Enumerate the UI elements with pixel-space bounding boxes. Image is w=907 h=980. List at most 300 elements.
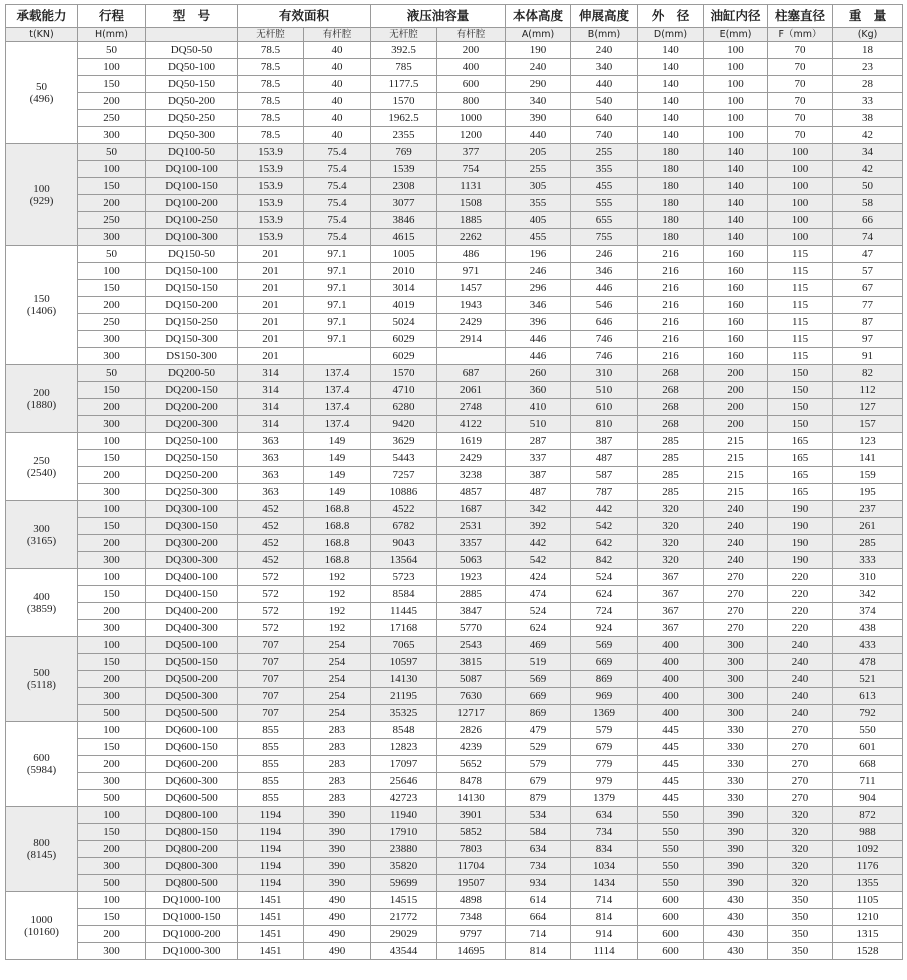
cell-bore-diameter: 240 (704, 501, 768, 518)
cell-bore-diameter: 330 (704, 773, 768, 790)
cell-extended-height: 524 (571, 569, 638, 586)
table-row (6, 467, 903, 484)
cell-oil-rod (437, 348, 506, 365)
cell-stroke: 250 (78, 110, 146, 127)
cell-bore-diameter: 240 (704, 518, 768, 535)
table-row (6, 297, 903, 314)
cell-bore-diameter: 300 (704, 688, 768, 705)
cell-body-height: 534 (506, 807, 571, 824)
table-row (6, 535, 903, 552)
cell-extended-height: 540 (571, 93, 638, 110)
header-stroke: 行程 (78, 5, 146, 28)
table-row (6, 654, 903, 671)
cell-body-height: 424 (506, 569, 571, 586)
cell-area-rod: 75.4 (304, 144, 371, 161)
cell-plunger-diameter: 165 (768, 467, 833, 484)
cell-body-height: 287 (506, 433, 571, 450)
cell-plunger-diameter: 320 (768, 824, 833, 841)
cell-area-rodless: 1451 (238, 926, 304, 943)
cell-oil-rodless: 8584 (371, 586, 437, 603)
cell-weight: 521 (833, 671, 903, 688)
cell-model: DQ500-150 (146, 654, 238, 671)
cell-oil-rodless: 3014 (371, 280, 437, 297)
cell-oil-rod: 600 (437, 76, 506, 93)
cell-bore-diameter: 300 (704, 705, 768, 722)
cell-extended-height: 834 (571, 841, 638, 858)
capacity-kilonewtons: (1406) (26, 305, 57, 317)
cell-extended-height: 1114 (571, 943, 638, 960)
cell-extended-height: 455 (571, 178, 638, 195)
cell-area-rod: 168.8 (304, 535, 371, 552)
cell-weight: 1176 (833, 858, 903, 875)
unit-model-blank (146, 28, 238, 42)
cell-stroke: 300 (78, 416, 146, 433)
cell-area-rodless: 153.9 (238, 161, 304, 178)
cell-area-rodless: 707 (238, 637, 304, 654)
cell-bore-diameter: 200 (704, 399, 768, 416)
cell-plunger-diameter: 350 (768, 909, 833, 926)
cell-model: DQ250-300 (146, 484, 238, 501)
capacity-group-cell (6, 501, 78, 569)
cell-body-height: 569 (506, 671, 571, 688)
cell-bore-diameter: 240 (704, 535, 768, 552)
table-row (6, 773, 903, 790)
cell-plunger-diameter: 70 (768, 42, 833, 59)
cell-model: DQ50-250 (146, 110, 238, 127)
table-row (6, 314, 903, 331)
cell-oil-rod: 2748 (437, 399, 506, 416)
cell-model: DQ100-150 (146, 178, 238, 195)
cell-outer-diameter: 285 (638, 450, 704, 467)
cell-area-rod: 490 (304, 892, 371, 909)
cell-plunger-diameter: 100 (768, 212, 833, 229)
cell-bore-diameter: 330 (704, 790, 768, 807)
cell-bore-diameter: 215 (704, 467, 768, 484)
subheader-oil-rodless: 无杆腔 (371, 28, 437, 42)
cell-body-height: 305 (506, 178, 571, 195)
cell-oil-rod: 971 (437, 263, 506, 280)
cell-stroke: 200 (78, 756, 146, 773)
cell-area-rodless: 314 (238, 365, 304, 382)
cell-oil-rodless: 4615 (371, 229, 437, 246)
cell-area-rod: 490 (304, 943, 371, 960)
capacity-tonnes: 50 (36, 80, 47, 93)
cell-stroke: 100 (78, 722, 146, 739)
cell-oil-rodless: 392.5 (371, 42, 437, 59)
cell-weight: 1092 (833, 841, 903, 858)
cell-model: DQ50-150 (146, 76, 238, 93)
cell-area-rod: 40 (304, 127, 371, 144)
capacity-tonnes: 600 (33, 752, 50, 764)
cell-body-height: 405 (506, 212, 571, 229)
cell-extended-height: 446 (571, 280, 638, 297)
capacity-tonnes: 500 (33, 667, 50, 679)
cell-plunger-diameter: 320 (768, 841, 833, 858)
cell-bore-diameter: 270 (704, 569, 768, 586)
table-row (6, 824, 903, 841)
cell-outer-diameter: 216 (638, 280, 704, 297)
cell-bore-diameter: 100 (704, 127, 768, 144)
cell-oil-rodless: 43544 (371, 943, 437, 960)
cell-area-rod: 97.1 (304, 331, 371, 348)
cell-plunger-diameter: 150 (768, 382, 833, 399)
cell-area-rod: 390 (304, 824, 371, 841)
unit-outer-diameter: D(mm) (638, 28, 704, 42)
cell-extended-height: 642 (571, 535, 638, 552)
cell-plunger-diameter: 150 (768, 399, 833, 416)
cell-body-height: 240 (506, 59, 571, 76)
cell-model: DQ800-500 (146, 875, 238, 892)
cell-model: DS150-300 (146, 348, 238, 365)
cell-weight: 478 (833, 654, 903, 671)
cell-area-rodless: 153.9 (238, 229, 304, 246)
table-row (6, 212, 903, 229)
cell-oil-rod: 5852 (437, 824, 506, 841)
cell-plunger-diameter: 270 (768, 790, 833, 807)
cell-model: DQ600-100 (146, 722, 238, 739)
cell-plunger-diameter: 150 (768, 416, 833, 433)
cell-extended-height: 624 (571, 586, 638, 603)
cell-body-height: 260 (506, 365, 571, 382)
capacity-kilonewtons: (5118) (27, 679, 56, 691)
header-bore-diameter: 油缸内径 (704, 5, 768, 28)
cell-model: DQ600-500 (146, 790, 238, 807)
cell-outer-diameter: 180 (638, 144, 704, 161)
cell-model: DQ400-150 (146, 586, 238, 603)
cell-model: DQ300-100 (146, 501, 238, 518)
cell-outer-diameter: 400 (638, 637, 704, 654)
cell-oil-rod: 2061 (437, 382, 506, 399)
cell-body-height: 714 (506, 926, 571, 943)
cell-model: DQ150-50 (146, 246, 238, 263)
cell-area-rodless: 855 (238, 756, 304, 773)
cell-weight: 988 (833, 824, 903, 841)
cell-oil-rod: 2531 (437, 518, 506, 535)
cell-model: DQ50-50 (146, 42, 238, 59)
cell-weight: 66 (833, 212, 903, 229)
cell-bore-diameter: 270 (704, 586, 768, 603)
cell-stroke: 150 (78, 739, 146, 756)
cell-area-rodless: 201 (238, 246, 304, 263)
cell-extended-height: 310 (571, 365, 638, 382)
cell-oil-rodless: 785 (371, 59, 437, 76)
cell-oil-rod: 2914 (437, 331, 506, 348)
cell-plunger-diameter: 70 (768, 93, 833, 110)
cell-oil-rod: 3238 (437, 467, 506, 484)
cell-area-rodless: 363 (238, 484, 304, 501)
table-row (6, 841, 903, 858)
cell-oil-rodless: 59699 (371, 875, 437, 892)
cell-oil-rodless: 8548 (371, 722, 437, 739)
cell-plunger-diameter: 100 (768, 229, 833, 246)
table-row (6, 858, 903, 875)
cell-area-rod: 192 (304, 603, 371, 620)
cell-weight: 34 (833, 144, 903, 161)
cell-area-rodless: 452 (238, 552, 304, 569)
cell-oil-rodless: 2308 (371, 178, 437, 195)
cell-bore-diameter: 270 (704, 620, 768, 637)
cell-oil-rod: 2429 (437, 450, 506, 467)
header-body-height: 本体高度 (506, 5, 571, 28)
cell-outer-diameter: 445 (638, 773, 704, 790)
cell-area-rod: 283 (304, 773, 371, 790)
cell-weight: 237 (833, 501, 903, 518)
cell-body-height: 879 (506, 790, 571, 807)
capacity-group-cell (6, 365, 78, 433)
cell-area-rod: 149 (304, 450, 371, 467)
table-row (6, 705, 903, 722)
cell-body-height: 346 (506, 297, 571, 314)
cell-extended-height: 1434 (571, 875, 638, 892)
cell-area-rod: 283 (304, 722, 371, 739)
spec-table-body (6, 42, 903, 960)
cell-area-rod: 40 (304, 59, 371, 76)
cell-outer-diameter: 216 (638, 246, 704, 263)
capacity-kilonewtons: (2540) (26, 466, 57, 479)
cell-area-rodless: 1451 (238, 909, 304, 926)
cell-model: DQ800-200 (146, 841, 238, 858)
unit-weight: (Kg) (833, 28, 903, 42)
cell-model: DQ150-200 (146, 297, 238, 314)
capacity-kilonewtons: (1880) (26, 398, 57, 411)
cell-bore-diameter: 300 (704, 671, 768, 688)
cell-weight: 285 (833, 535, 903, 552)
cell-oil-rodless: 35820 (371, 858, 437, 875)
cell-oil-rod: 754 (437, 161, 506, 178)
cell-stroke: 300 (78, 943, 146, 960)
cell-area-rodless: 855 (238, 722, 304, 739)
cell-outer-diameter: 216 (638, 314, 704, 331)
cell-stroke: 50 (78, 144, 146, 161)
cell-body-height: 455 (506, 229, 571, 246)
hydraulic-cylinder-spec-table (5, 4, 903, 960)
cell-oil-rodless: 13564 (371, 552, 437, 569)
cell-bore-diameter: 270 (704, 603, 768, 620)
table-row (6, 76, 903, 93)
cell-area-rod: 137.4 (304, 365, 371, 382)
cell-weight: 50 (833, 178, 903, 195)
cell-extended-height: 679 (571, 739, 638, 756)
cell-oil-rodless: 9043 (371, 535, 437, 552)
cell-plunger-diameter: 240 (768, 637, 833, 654)
cell-area-rodless: 201 (238, 297, 304, 314)
cell-model: DQ300-150 (146, 518, 238, 535)
cell-area-rod: 137.4 (304, 382, 371, 399)
cell-stroke: 200 (78, 603, 146, 620)
cell-area-rod: 283 (304, 790, 371, 807)
cell-stroke: 250 (78, 212, 146, 229)
cell-weight: 87 (833, 314, 903, 331)
cell-extended-height: 655 (571, 212, 638, 229)
cell-area-rod: 97.1 (304, 314, 371, 331)
table-row (6, 348, 903, 365)
cell-plunger-diameter: 240 (768, 654, 833, 671)
capacity-tonnes: 250 (33, 454, 50, 467)
cell-model: DQ150-100 (146, 263, 238, 280)
cell-area-rodless: 1451 (238, 943, 304, 960)
cell-body-height: 355 (506, 195, 571, 212)
capacity-group-cell (6, 807, 78, 892)
cell-oil-rod: 4898 (437, 892, 506, 909)
cell-plunger-diameter: 100 (768, 178, 833, 195)
cell-extended-height: 440 (571, 76, 638, 93)
cell-model: DQ100-100 (146, 161, 238, 178)
cell-plunger-diameter: 220 (768, 620, 833, 637)
cell-model: DQ500-200 (146, 671, 238, 688)
cell-bore-diameter: 160 (704, 246, 768, 263)
cell-oil-rod: 3815 (437, 654, 506, 671)
cell-model: DQ400-200 (146, 603, 238, 620)
cell-oil-rodless: 6782 (371, 518, 437, 535)
cell-oil-rodless: 17097 (371, 756, 437, 773)
capacity-tonnes: 800 (33, 837, 50, 849)
cell-area-rod: 490 (304, 926, 371, 943)
cell-plunger-diameter: 70 (768, 110, 833, 127)
cell-plunger-diameter: 190 (768, 552, 833, 569)
cell-area-rodless: 78.5 (238, 76, 304, 93)
cell-oil-rodless: 35325 (371, 705, 437, 722)
cell-oil-rodless: 769 (371, 144, 437, 161)
cell-oil-rodless: 10886 (371, 484, 437, 501)
cell-bore-diameter: 140 (704, 195, 768, 212)
cell-bore-diameter: 330 (704, 756, 768, 773)
cell-area-rodless: 1194 (238, 841, 304, 858)
cell-bore-diameter: 430 (704, 943, 768, 960)
cell-bore-diameter: 430 (704, 909, 768, 926)
cell-body-height: 529 (506, 739, 571, 756)
header-outer-diameter: 外 径 (638, 5, 704, 28)
cell-oil-rod: 2543 (437, 637, 506, 654)
cell-oil-rodless: 1570 (371, 93, 437, 110)
cell-bore-diameter: 200 (704, 416, 768, 433)
cell-stroke: 300 (78, 552, 146, 569)
cell-weight: 668 (833, 756, 903, 773)
cell-body-height: 584 (506, 824, 571, 841)
cell-model: DQ300-200 (146, 535, 238, 552)
cell-stroke: 300 (78, 348, 146, 365)
header-plunger-diameter: 柱塞直径 (768, 5, 833, 28)
cell-extended-height: 355 (571, 161, 638, 178)
table-row (6, 739, 903, 756)
cell-extended-height: 746 (571, 331, 638, 348)
table-row (6, 110, 903, 127)
cell-stroke: 200 (78, 297, 146, 314)
cell-extended-height: 669 (571, 654, 638, 671)
unit-stroke: H(mm) (78, 28, 146, 42)
cell-bore-diameter: 215 (704, 484, 768, 501)
cell-stroke: 500 (78, 705, 146, 722)
cell-area-rodless: 1194 (238, 807, 304, 824)
capacity-group-cell (6, 433, 78, 501)
cell-outer-diameter: 285 (638, 484, 704, 501)
cell-area-rod: 390 (304, 807, 371, 824)
cell-oil-rod: 9797 (437, 926, 506, 943)
table-row (6, 790, 903, 807)
table-row (6, 620, 903, 637)
cell-bore-diameter: 390 (704, 824, 768, 841)
cell-outer-diameter: 285 (638, 433, 704, 450)
cell-area-rod: 40 (304, 76, 371, 93)
table-row (6, 365, 903, 382)
cell-extended-height: 740 (571, 127, 638, 144)
cell-plunger-diameter: 240 (768, 705, 833, 722)
cell-oil-rod: 1619 (437, 433, 506, 450)
cell-outer-diameter: 268 (638, 365, 704, 382)
cell-body-height: 614 (506, 892, 571, 909)
cell-model: DQ1000-100 (146, 892, 238, 909)
cell-oil-rodless: 1539 (371, 161, 437, 178)
capacity-group-cell (6, 722, 78, 807)
cell-area-rod: 149 (304, 433, 371, 450)
cell-oil-rod: 4857 (437, 484, 506, 501)
cell-model: DQ600-300 (146, 773, 238, 790)
cell-extended-height: 546 (571, 297, 638, 314)
cell-oil-rod: 7348 (437, 909, 506, 926)
capacity-tonnes: 100 (33, 182, 50, 195)
cell-plunger-diameter: 240 (768, 671, 833, 688)
cell-body-height: 524 (506, 603, 571, 620)
cell-weight: 74 (833, 229, 903, 246)
cell-bore-diameter: 390 (704, 841, 768, 858)
cell-bore-diameter: 390 (704, 858, 768, 875)
header-model: 型 号 (146, 5, 238, 28)
capacity-group-cell (6, 144, 78, 246)
cell-area-rodless: 855 (238, 790, 304, 807)
cell-body-height: 190 (506, 42, 571, 59)
cell-outer-diameter: 320 (638, 535, 704, 552)
cell-body-height: 542 (506, 552, 571, 569)
cell-body-height: 442 (506, 535, 571, 552)
cell-plunger-diameter: 100 (768, 161, 833, 178)
cell-plunger-diameter: 190 (768, 535, 833, 552)
cell-area-rod: 168.8 (304, 501, 371, 518)
cell-extended-height: 746 (571, 348, 638, 365)
cell-area-rodless: 855 (238, 739, 304, 756)
cell-oil-rodless: 5024 (371, 314, 437, 331)
cell-extended-height: 640 (571, 110, 638, 127)
cell-plunger-diameter: 270 (768, 756, 833, 773)
cell-body-height: 196 (506, 246, 571, 263)
cell-outer-diameter: 600 (638, 892, 704, 909)
cell-oil-rodless: 23880 (371, 841, 437, 858)
cell-model: DQ400-300 (146, 620, 238, 637)
cell-oil-rodless: 17910 (371, 824, 437, 841)
capacity-group-cell (6, 892, 78, 960)
cell-extended-height: 487 (571, 450, 638, 467)
cell-stroke: 100 (78, 263, 146, 280)
cell-oil-rod: 377 (437, 144, 506, 161)
table-row (6, 943, 903, 960)
cell-outer-diameter: 268 (638, 399, 704, 416)
cell-area-rodless: 153.9 (238, 212, 304, 229)
header-row-units (6, 28, 903, 42)
table-row (6, 59, 903, 76)
cell-oil-rodless: 5723 (371, 569, 437, 586)
cell-oil-rod: 3847 (437, 603, 506, 620)
cell-bore-diameter: 215 (704, 433, 768, 450)
cell-oil-rod: 1000 (437, 110, 506, 127)
cell-area-rod: 137.4 (304, 416, 371, 433)
cell-stroke: 200 (78, 467, 146, 484)
cell-model: DQ500-100 (146, 637, 238, 654)
cell-stroke: 300 (78, 229, 146, 246)
cell-area-rod: 192 (304, 569, 371, 586)
cell-oil-rodless: 21772 (371, 909, 437, 926)
cell-plunger-diameter: 70 (768, 76, 833, 93)
cell-area-rodless: 201 (238, 331, 304, 348)
cell-outer-diameter: 180 (638, 178, 704, 195)
cell-area-rod: 192 (304, 586, 371, 603)
